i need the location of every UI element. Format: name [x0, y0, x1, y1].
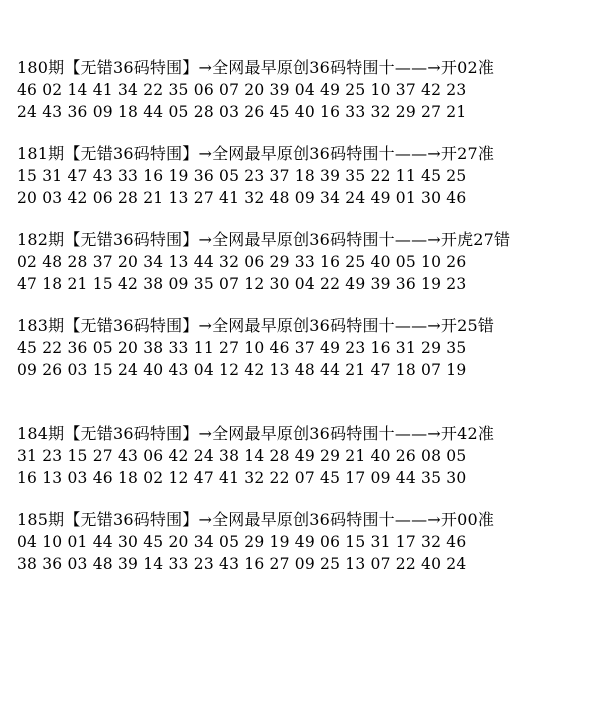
- record-title: 184期【无错36码特围】→全网最早原创36码特围十——→开42准: [17, 424, 495, 443]
- number-row: 02 48 28 37 20 34 13 44 32 06 29 33 16 25 40 05 10 26: [17, 253, 467, 271]
- number-row: 38 36 03 48 39 14 33 23 43 16 27 09 25 13 07 22 40 24: [17, 555, 467, 573]
- record-185: [17, 509, 587, 575]
- number-row: 24 43 36 09 18 44 05 28 03 26 45 40 16 33 32 29 27 21: [17, 103, 467, 121]
- record-181: [17, 143, 587, 209]
- record-182: [17, 229, 587, 295]
- prediction-list: [17, 57, 587, 575]
- number-row: 45 22 36 05 20 38 33 11 27 10 46 37 49 23 16 31 29 35: [17, 339, 467, 357]
- number-row: 04 10 01 44 30 45 20 34 05 29 19 49 06 15 31 17 32 46: [17, 533, 467, 551]
- record-180: [17, 57, 587, 123]
- number-row: 47 18 21 15 42 38 09 35 07 12 30 04 22 49 39 36 19 23: [17, 275, 467, 293]
- number-row: 20 03 42 06 28 21 13 27 41 32 48 09 34 24 49 01 30 46: [17, 189, 467, 207]
- record-title: 183期【无错36码特围】→全网最早原创36码特围十——→开25错: [17, 316, 495, 335]
- record-title: 182期【无错36码特围】→全网最早原创36码特围十——→开虎27错: [17, 230, 511, 249]
- number-row: 16 13 03 46 18 02 12 47 41 32 22 07 45 17 09 44 35 30: [17, 469, 467, 487]
- record-183: [17, 315, 587, 381]
- number-row: 46 02 14 41 34 22 35 06 07 20 39 04 49 25 10 37 42 23: [17, 81, 467, 99]
- number-row: 15 31 47 43 33 16 19 36 05 23 37 18 39 35 22 11 45 25: [17, 167, 467, 185]
- record-184: [17, 423, 587, 489]
- record-title: 185期【无错36码特围】→全网最早原创36码特围十——→开00准: [17, 510, 495, 529]
- number-row: 31 23 15 27 43 06 42 24 38 14 28 49 29 21 40 26 08 05: [17, 447, 467, 465]
- record-title: 181期【无错36码特围】→全网最早原创36码特围十——→开27准: [17, 144, 495, 163]
- record-title: 180期【无错36码特围】→全网最早原创36码特围十——→开02准: [17, 58, 495, 77]
- number-row: 09 26 03 15 24 40 43 04 12 42 13 48 44 21 47 18 07 19: [17, 361, 467, 379]
